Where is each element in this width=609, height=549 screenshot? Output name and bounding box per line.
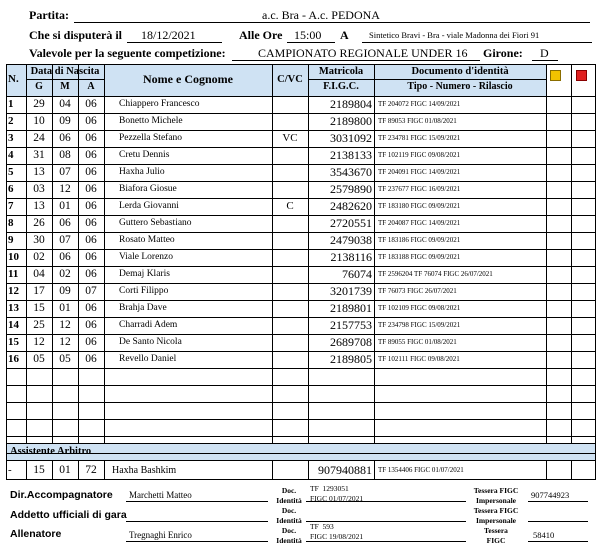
row-number: 8	[8, 217, 14, 229]
allenatore-doc-label: Doc. Identità	[276, 526, 302, 545]
captain-mark: VC	[282, 132, 298, 144]
valevole-label: Valevole per la seguente competizione:	[29, 46, 226, 60]
table-row-line	[6, 317, 596, 318]
addetto-tessera-label: Tessera FIGC Impersonale	[473, 506, 519, 525]
partita-value: a.c. Bra - A.c. PEDONA	[262, 8, 380, 22]
matricola-figc: 2189801	[330, 301, 372, 315]
birth-month: 07	[59, 166, 71, 178]
birth-year: 06	[85, 251, 97, 263]
girone-label: Girone:	[483, 46, 523, 60]
birth-day: 25	[33, 319, 45, 331]
birth-day: 29	[33, 98, 45, 110]
matricola-figc: 2689708	[330, 335, 372, 349]
birth-month: 12	[59, 319, 71, 331]
table-column-line	[308, 64, 309, 443]
dir-doc-label: Doc. Identità	[276, 486, 302, 505]
table-column-line	[52, 64, 53, 443]
assistant-column-line	[78, 460, 79, 479]
table-row-line	[6, 419, 596, 420]
table-row-line	[6, 436, 596, 437]
table-column-line	[546, 64, 547, 443]
player-name: Pezzella Stefano	[119, 133, 183, 143]
birth-day: 05	[33, 353, 45, 365]
assistant-n: -	[8, 464, 12, 476]
col-matricola-header: Matricola	[318, 66, 364, 77]
matricola-figc: 2579890	[330, 182, 372, 196]
addetto-doc-label: Doc. Identità	[276, 506, 302, 525]
addetto-name-underline	[126, 521, 268, 522]
table-row-line	[6, 351, 596, 352]
row-number: 15	[8, 336, 19, 348]
birth-day: 17	[33, 285, 45, 297]
matricola-figc: 3031092	[330, 131, 372, 145]
matricola-figc: 2189800	[330, 114, 372, 128]
dir-name-underline	[126, 501, 268, 502]
assistant-column-line	[308, 460, 309, 479]
table-row-line	[6, 113, 596, 114]
identity-document: TF 183186 FIGC 09/09/2021	[378, 236, 461, 244]
birth-month: 06	[59, 217, 71, 229]
birth-year: 06	[85, 132, 97, 144]
matricola-figc: 3201739	[330, 284, 372, 298]
dir-document: TF 1293051 FIGC 01/07/2021	[310, 484, 364, 503]
matricola-figc: 2189805	[330, 352, 372, 366]
col-birth-header: Data di Nascita	[30, 66, 100, 77]
assistant-column-line	[374, 460, 375, 479]
matricola-subheader-line	[308, 79, 546, 80]
match-date: 18/12/2021	[141, 28, 196, 42]
identity-document: TF 102111 FIGC 09/08/2021	[378, 355, 460, 363]
disputa-label: Che si disputerà il	[29, 28, 123, 42]
assistant-bottom-line	[6, 460, 596, 461]
row-number: 13	[8, 302, 19, 314]
matricola-figc: 2482620	[330, 199, 372, 213]
assistant-column-line	[571, 460, 572, 479]
birth-day: 30	[33, 234, 45, 246]
birth-day: 04	[33, 268, 45, 280]
birth-year: 06	[85, 98, 97, 110]
table-row-line	[6, 198, 596, 199]
birth-day: 24	[33, 132, 45, 144]
identity-document: TF 183188 FIGC 09/09/2021	[378, 253, 461, 261]
birth-year: 06	[85, 302, 97, 314]
assistant-year: 72	[85, 464, 97, 476]
allenatore-tessera-label: Tessera FIGC	[484, 526, 508, 545]
table-column-line	[6, 64, 7, 443]
identity-document: TF 89055 FIGC 01/08/2021	[378, 338, 457, 346]
col-g-header: G	[35, 81, 43, 92]
player-name: Rosato Matteo	[119, 235, 175, 245]
allenatore-name-underline	[126, 541, 268, 542]
birth-day: 26	[33, 217, 45, 229]
addetto-tessera-underline	[528, 521, 588, 522]
col-doc-header: Documento d'identità	[411, 66, 509, 77]
table-row-line	[6, 283, 596, 284]
player-name: Lerda Giovanni	[119, 201, 179, 211]
assistant-column-line	[104, 460, 105, 479]
birth-month: 08	[59, 149, 71, 161]
birth-month: 01	[59, 200, 71, 212]
birth-year: 06	[85, 336, 97, 348]
table-row-line	[6, 249, 596, 250]
player-name: Viale Lorenzo	[119, 252, 174, 262]
identity-document: TF 89053 FIGC 01/08/2021	[378, 117, 457, 125]
birth-day: 13	[33, 200, 45, 212]
player-name: Demaj Klaris	[119, 269, 170, 279]
birth-month: 09	[59, 285, 71, 297]
player-name: Cretu Dennis	[119, 150, 170, 160]
matricola-figc: 2189804	[330, 97, 372, 111]
row-number: 5	[8, 166, 14, 178]
birth-month: 05	[59, 353, 71, 365]
birth-day: 31	[33, 149, 45, 161]
table-column-line	[595, 64, 596, 443]
row-number: 7	[8, 200, 14, 212]
assistant-name: Haxha Bashkim	[112, 465, 177, 476]
row-number: 9	[8, 234, 14, 246]
assistant-column-line	[26, 460, 27, 479]
birth-month: 12	[59, 183, 71, 195]
dir-tessera: 907744923	[531, 490, 570, 500]
table-column-line	[571, 64, 572, 443]
row-number: 12	[8, 285, 19, 297]
birth-month: 12	[59, 336, 71, 348]
birth-year: 06	[85, 353, 97, 365]
birth-year: 06	[85, 166, 97, 178]
assistant-label: Assistente Arbitro	[10, 446, 92, 457]
table-top-border	[6, 64, 596, 65]
birth-year: 06	[85, 200, 97, 212]
table-bottom-border	[6, 479, 596, 480]
birth-month: 04	[59, 98, 71, 110]
table-row-line	[6, 300, 596, 301]
identity-document: TF 76073 FIGC 26/07/2021	[378, 287, 457, 295]
birth-month: 01	[59, 302, 71, 314]
assistant-top-line	[6, 443, 596, 444]
birth-year: 06	[85, 149, 97, 161]
table-column-line	[78, 64, 79, 443]
identity-document: TF 102109 FIGC 09/08/2021	[378, 304, 461, 312]
addetto-label: Addetto ufficiali di gara	[10, 509, 127, 521]
venue: Sintetico Bravi - Bra - viale Madonna dei Fiori 91	[369, 30, 540, 40]
identity-document: TF 102119 FIGC 09/08/2021	[378, 151, 460, 159]
row-number: 11	[8, 268, 19, 280]
assistant-column-line	[6, 460, 7, 479]
table-row-line	[6, 147, 596, 148]
table-row-line	[6, 368, 596, 369]
birth-day: 02	[33, 251, 45, 263]
players-table	[6, 64, 596, 484]
row-number: 1	[8, 98, 14, 110]
table-row-line	[6, 181, 596, 182]
identity-document: TF 2596204 TF 76074 FIGC 26/07/2021	[378, 270, 493, 278]
col-cvc-header: C/VC	[277, 74, 303, 85]
identity-document: TF 204072 FIGC 14/09/2021	[378, 100, 461, 108]
assistant-document: TF 1354406 FIGC 01/07/2021	[378, 466, 464, 474]
birth-day: 12	[33, 336, 45, 348]
birth-day: 10	[33, 115, 45, 127]
player-name: Haxha Julio	[119, 167, 165, 177]
allenatore-tessera-underline	[528, 541, 588, 542]
dir-accompagnatore-label: Dir.Accompagnatore	[10, 489, 113, 501]
birth-month: 06	[59, 251, 71, 263]
player-name: Bonetto Michele	[119, 116, 183, 126]
player-name: Revello Daniel	[119, 354, 177, 364]
match-time: 15:00	[294, 28, 322, 42]
allenatore-name: Tregnaghi Enrico	[129, 530, 192, 540]
birth-subheader-line	[26, 79, 104, 80]
col-name-header: Nome e Cognome	[143, 72, 233, 86]
table-row-line	[6, 402, 596, 403]
identity-document: TF 204087 FIGC 14/09/2021	[378, 219, 461, 227]
assistant-column-line	[595, 460, 596, 479]
competition: CAMPIONATO REGIONALE UNDER 16	[258, 46, 468, 60]
player-name: Chiappero Francesco	[119, 99, 200, 109]
birth-month: 07	[59, 234, 71, 246]
identity-document: TF 183180 FIGC 09/09/2021	[378, 202, 461, 210]
col-n-header: N.	[8, 73, 19, 85]
birth-year: 06	[85, 115, 97, 127]
birth-day: 15	[33, 302, 45, 314]
assistant-matricola: 907940881	[318, 463, 372, 477]
row-number: 3	[8, 132, 14, 144]
row-number: 16	[8, 353, 19, 365]
table-row-line	[6, 96, 596, 97]
table-row-line	[6, 232, 596, 233]
matricola-figc: 2157753	[330, 318, 372, 332]
matricola-figc: 76074	[342, 267, 372, 281]
table-column-line	[272, 64, 273, 443]
col-m-header: M	[60, 81, 70, 92]
row-number: 10	[8, 251, 19, 263]
matricola-figc: 2720551	[330, 216, 372, 230]
assistant-day: 15	[33, 464, 45, 476]
birth-year: 06	[85, 268, 97, 280]
table-column-line	[104, 64, 105, 443]
birth-year: 06	[85, 319, 97, 331]
red-card-icon	[576, 70, 587, 81]
player-name: Brahja Dave	[119, 303, 167, 313]
assistant-column-line	[272, 460, 273, 479]
birth-month: 02	[59, 268, 71, 280]
matricola-figc: 2138133	[330, 148, 372, 162]
table-row-line	[6, 266, 596, 267]
row-number: 6	[8, 183, 14, 195]
assistant-column-line	[546, 460, 547, 479]
a-label: A	[340, 28, 349, 42]
matricola-figc: 3543670	[330, 165, 372, 179]
matricola-figc: 2479038	[330, 233, 372, 247]
table-row-line	[6, 130, 596, 131]
assistant-column-line	[52, 460, 53, 479]
birth-year: 07	[85, 285, 97, 297]
dir-accompagnatore-name: Marchetti Matteo	[129, 490, 192, 500]
table-row-line	[6, 215, 596, 216]
table-row-line	[6, 164, 596, 165]
col-figc-header: F.I.G.C.	[323, 81, 359, 92]
player-name: Corti Filippo	[119, 286, 169, 296]
table-column-line	[374, 64, 375, 443]
identity-document: TF 237677 FIGC 16/09/2021	[378, 185, 461, 193]
table-row-line	[6, 453, 596, 454]
birth-month: 09	[59, 115, 71, 127]
col-a-header: A	[87, 81, 95, 92]
birth-year: 06	[85, 234, 97, 246]
captain-mark: C	[286, 200, 294, 212]
assistant-header-right	[595, 443, 596, 460]
birth-day: 13	[33, 166, 45, 178]
row-number: 4	[8, 149, 14, 161]
venue-underline	[362, 42, 592, 43]
col-doc-sub-header: Tipo - Numero - Rilascio	[407, 81, 513, 92]
table-row-line	[6, 385, 596, 386]
player-name: Guttero Sebastiano	[119, 218, 192, 228]
yellow-card-icon	[550, 70, 561, 81]
birth-month: 06	[59, 132, 71, 144]
player-name: De Santo Nicola	[119, 337, 182, 347]
birth-year: 06	[85, 183, 97, 195]
birth-day: 03	[33, 183, 45, 195]
identity-document: TF 234781 FIGC 15/09/2021	[378, 134, 461, 142]
ore-label: Alle Ore	[239, 28, 283, 42]
allenatore-label: Allenatore	[10, 528, 62, 540]
row-number: 14	[8, 319, 19, 331]
allenatore-document: TF 593 FIGC 19/08/2021	[310, 522, 364, 541]
player-name: Biafora Giosue	[119, 184, 177, 194]
dir-tessera-label: Tessera FIGC Impersonale	[473, 486, 519, 505]
identity-document: TF 204091 FIGC 14/09/2021	[378, 168, 461, 176]
table-column-line	[26, 64, 27, 443]
assistant-header-background	[6, 443, 596, 460]
identity-document: TF 234798 FIGC 15/09/2021	[378, 321, 461, 329]
assistant-header-left	[6, 443, 7, 460]
player-name: Charradi Adem	[119, 320, 178, 330]
assistant-month: 01	[59, 464, 71, 476]
birth-year: 06	[85, 217, 97, 229]
girone: D	[540, 46, 549, 60]
matricola-figc: 2138116	[330, 250, 372, 264]
dir-tessera-underline	[528, 501, 588, 502]
partita-label: Partita:	[29, 8, 69, 22]
allenatore-tessera: 58410	[533, 530, 555, 540]
table-row-line	[6, 334, 596, 335]
row-number: 2	[8, 115, 14, 127]
